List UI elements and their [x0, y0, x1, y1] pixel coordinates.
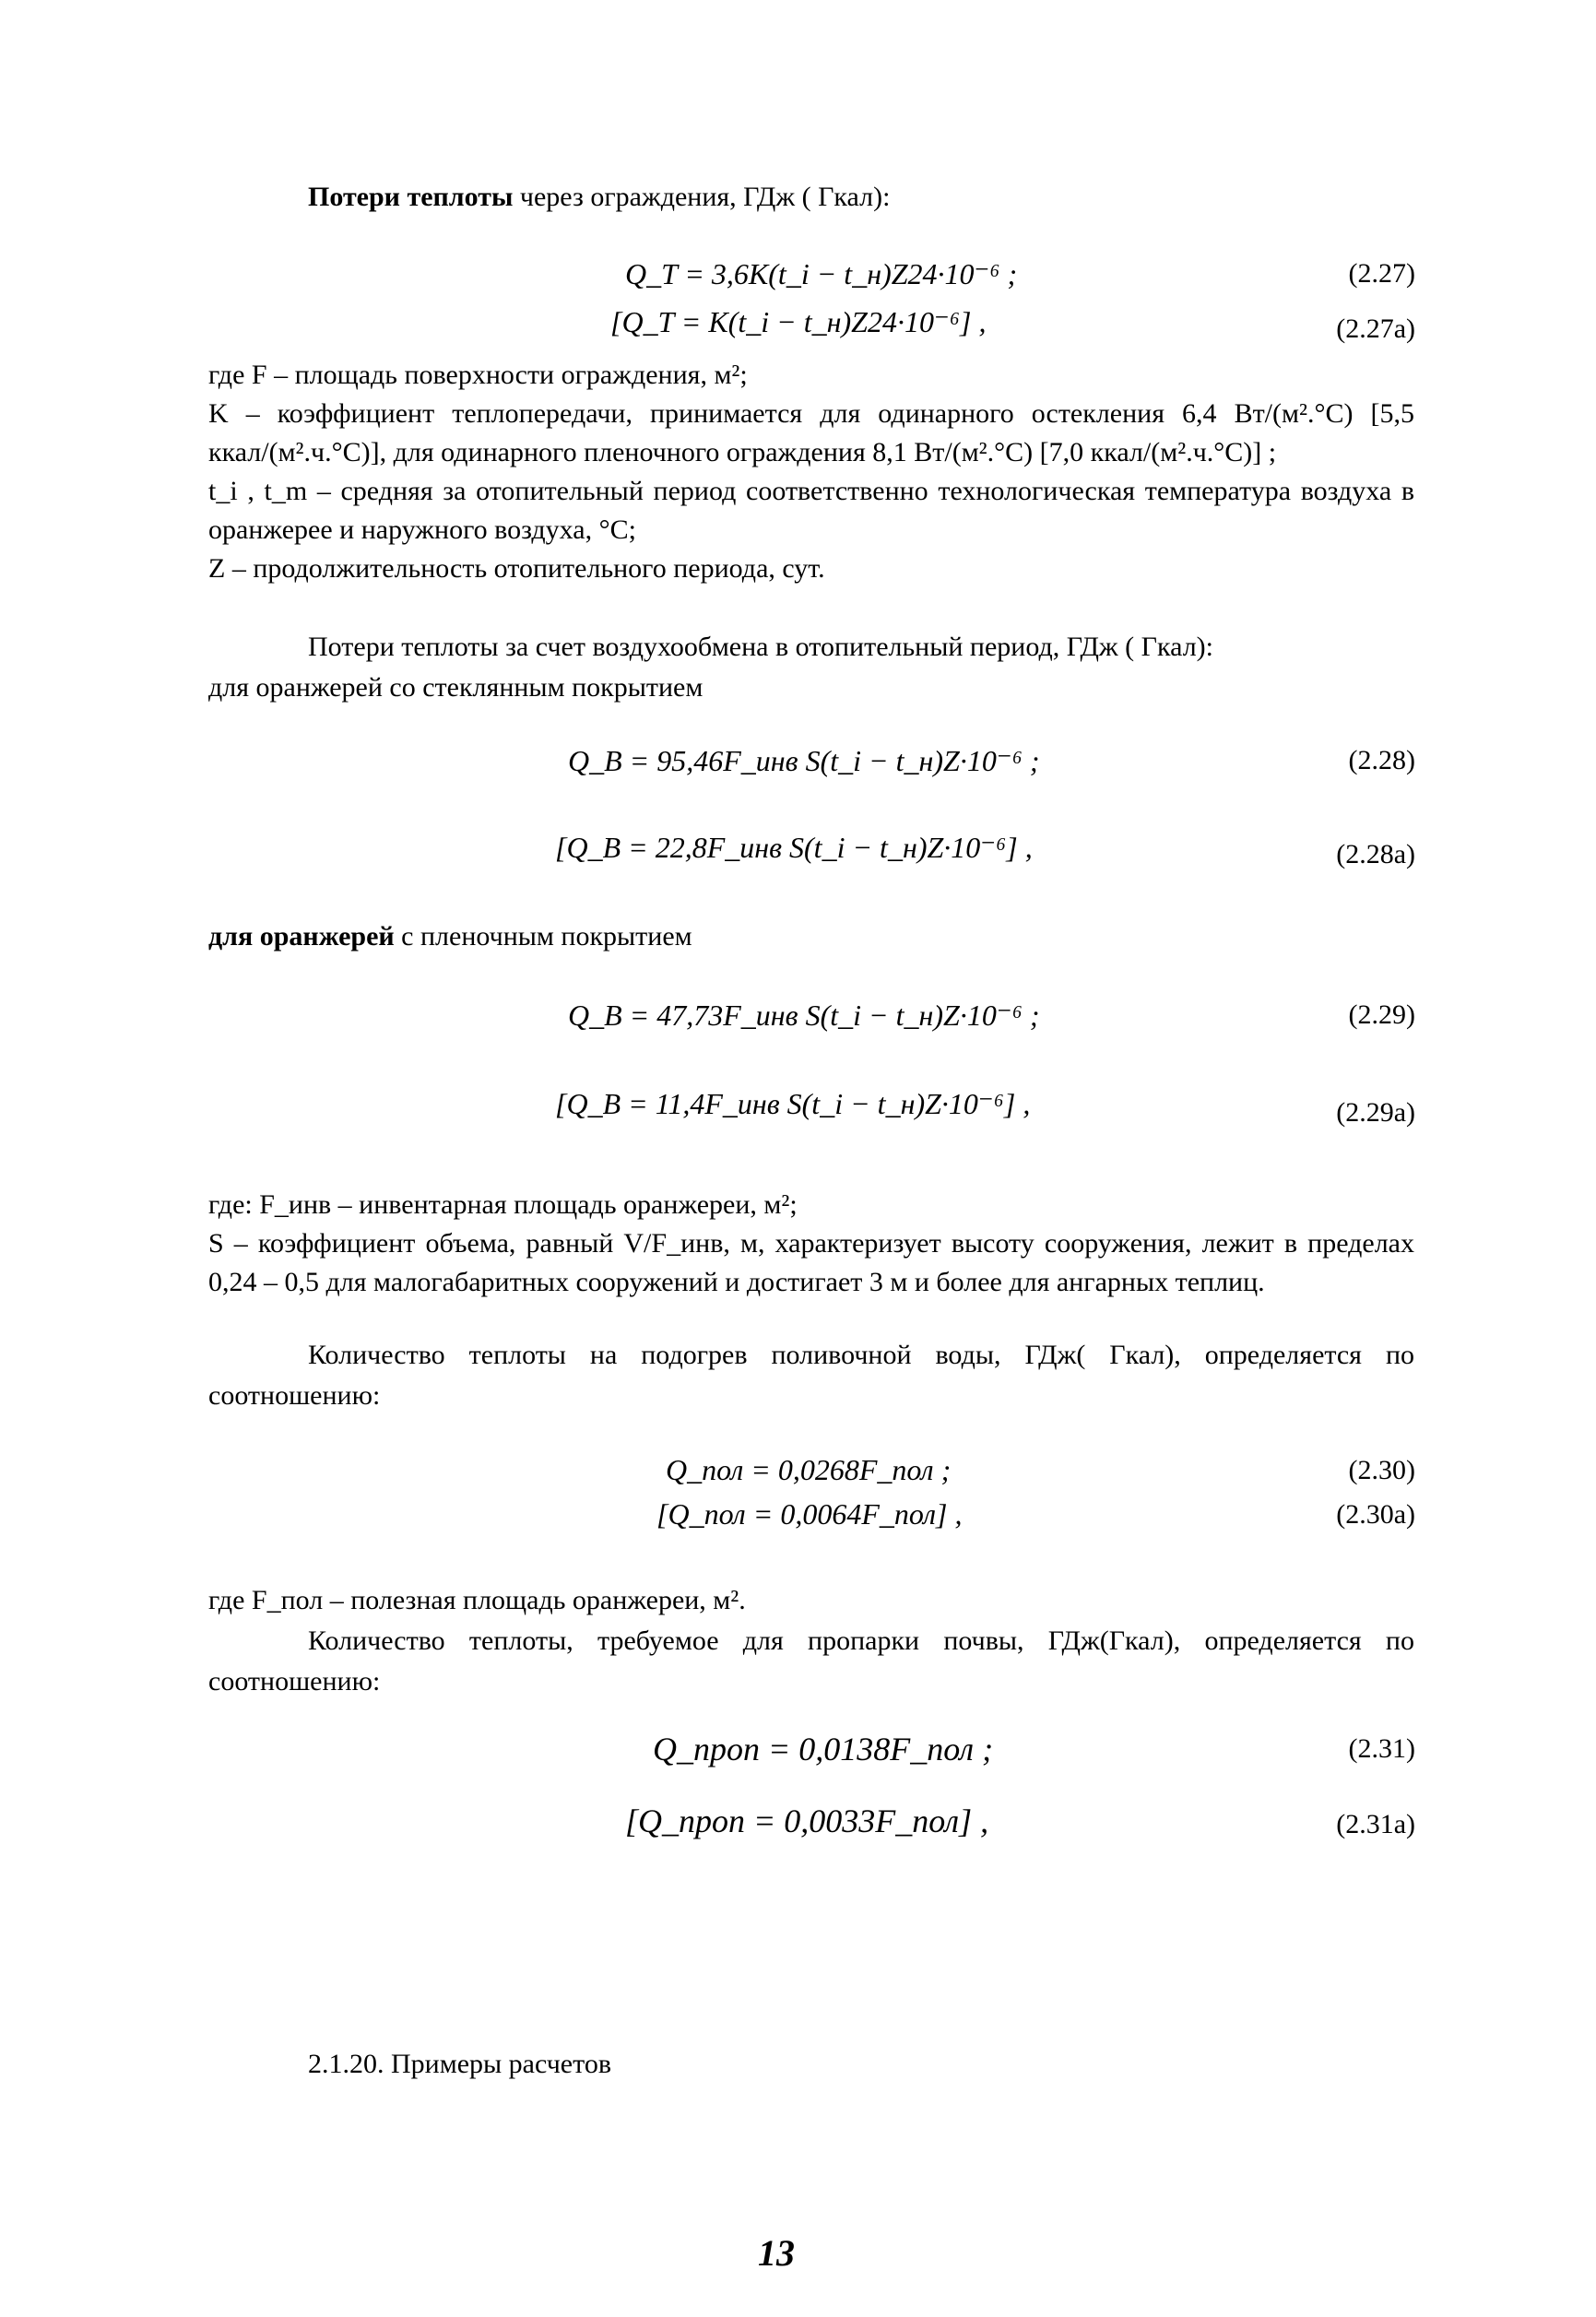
- equation-2-30: Q_пол = 0,0268F_пол ;: [666, 1453, 952, 1486]
- equation-2-30a: [Q_пол = 0,0064F_пол] ,: [656, 1497, 963, 1531]
- equation-number: (2.28): [1348, 745, 1415, 775]
- definition-k: K – коэффициент теплопередачи, принимается для одинарного остекления 6,4 Вт/(м².°С) [5,5 ккал/(м².ч.°С)], для одинарного пленочного ограждения 8,1 Вт/(м².°С) [7,0 ккал/(м².ч.°С)] ;: [208, 398, 1414, 467]
- equation-number: (2.28a): [1336, 839, 1415, 869]
- equation-number: (2.31a): [1336, 1809, 1415, 1839]
- definitions-block-2: [208, 1186, 1414, 1302]
- equation-2-27a: [Q_T = K(t_i − t_н)Z24·10⁻⁶] ,: [610, 305, 987, 338]
- equation-number: (2.30): [1348, 1455, 1415, 1485]
- paragraph-watering-heat: Количество теплоты на подогрев поливочной воды, ГДж( Гкал), определяется по соотношению:: [208, 1340, 1414, 1411]
- equation-2-31: Q_проп = 0,0138F_пол ;: [653, 1731, 994, 1767]
- section-heading: 2.1.20. Примеры расчетов: [308, 2049, 611, 2079]
- equation-2-27: Q_T = 3,6K(t_i − t_н)Z24·10⁻⁶ ;: [625, 257, 1018, 290]
- definition-finv: где: F_инв – инвентарная площадь оранжереи, м²;: [208, 1189, 798, 1220]
- paragraph-air-exchange: Потери теплоты за счет воздухообмена в отопительный период, ГДж ( Гкал): для оранжерей со стеклянным покрытием: [208, 632, 1213, 703]
- equation-2-29: Q_В = 47,73F_инв S(t_i − t_н)Z·10⁻⁶ ;: [568, 999, 1040, 1032]
- definition-fpol: где F_пол – полезная площадь оранжереи, м².: [208, 1585, 746, 1615]
- equation-number: (2.30a): [1336, 1499, 1415, 1530]
- equation-number: (2.29a): [1336, 1097, 1415, 1128]
- page-number: 13: [758, 2232, 795, 2274]
- paragraph-heat-loss-intro: Потери теплоты через ограждения, ГДж ( Гкал):: [308, 182, 891, 212]
- equation-number: (2.27): [1348, 258, 1415, 289]
- definition-z: Z – продолжительность отопительного периода, сут.: [208, 553, 825, 584]
- equation-number: (2.31): [1348, 1733, 1415, 1764]
- definitions-block: [208, 356, 1414, 588]
- paragraph-soil-steaming: Количество теплоты, требуемое для пропарки почвы, ГДж(Гкал), определяется по соотношению:: [208, 1625, 1414, 1696]
- definition-s: S – коэффициент объема, равный V/F_инв, м, характеризует высоту сооружения, лежит в пределах 0,24 – 0,5 для малогабаритных сооружений и достигает 3 м и более для ангарных теплиц.: [208, 1228, 1414, 1297]
- equation-2-28a: [Q_В = 22,8F_инв S(t_i − t_н)Z·10⁻⁶] ,: [555, 831, 1033, 864]
- equation-2-28: Q_В = 95,46F_инв S(t_i − t_н)Z·10⁻⁶ ;: [568, 744, 1040, 777]
- equation-2-31a: [Q_проп = 0,0033F_пол] ,: [625, 1803, 989, 1839]
- equation-number: (2.29): [1348, 999, 1415, 1030]
- definition-f: где F – площадь поверхности ограждения, м²;: [208, 360, 748, 390]
- equation-number: (2.27a): [1336, 313, 1415, 344]
- definition-t: t_i , t_m – средняя за отопительный период соответственно технологическая температура воздуха в оранжерее и наружного воздуха, °С;: [208, 476, 1414, 545]
- paragraph-film-cover: для оранжерей с пленочным покрытием: [208, 921, 692, 952]
- equation-2-29a: [Q_В = 11,4F_инв S(t_i − t_н)Z·10⁻⁶] ,: [555, 1087, 1031, 1120]
